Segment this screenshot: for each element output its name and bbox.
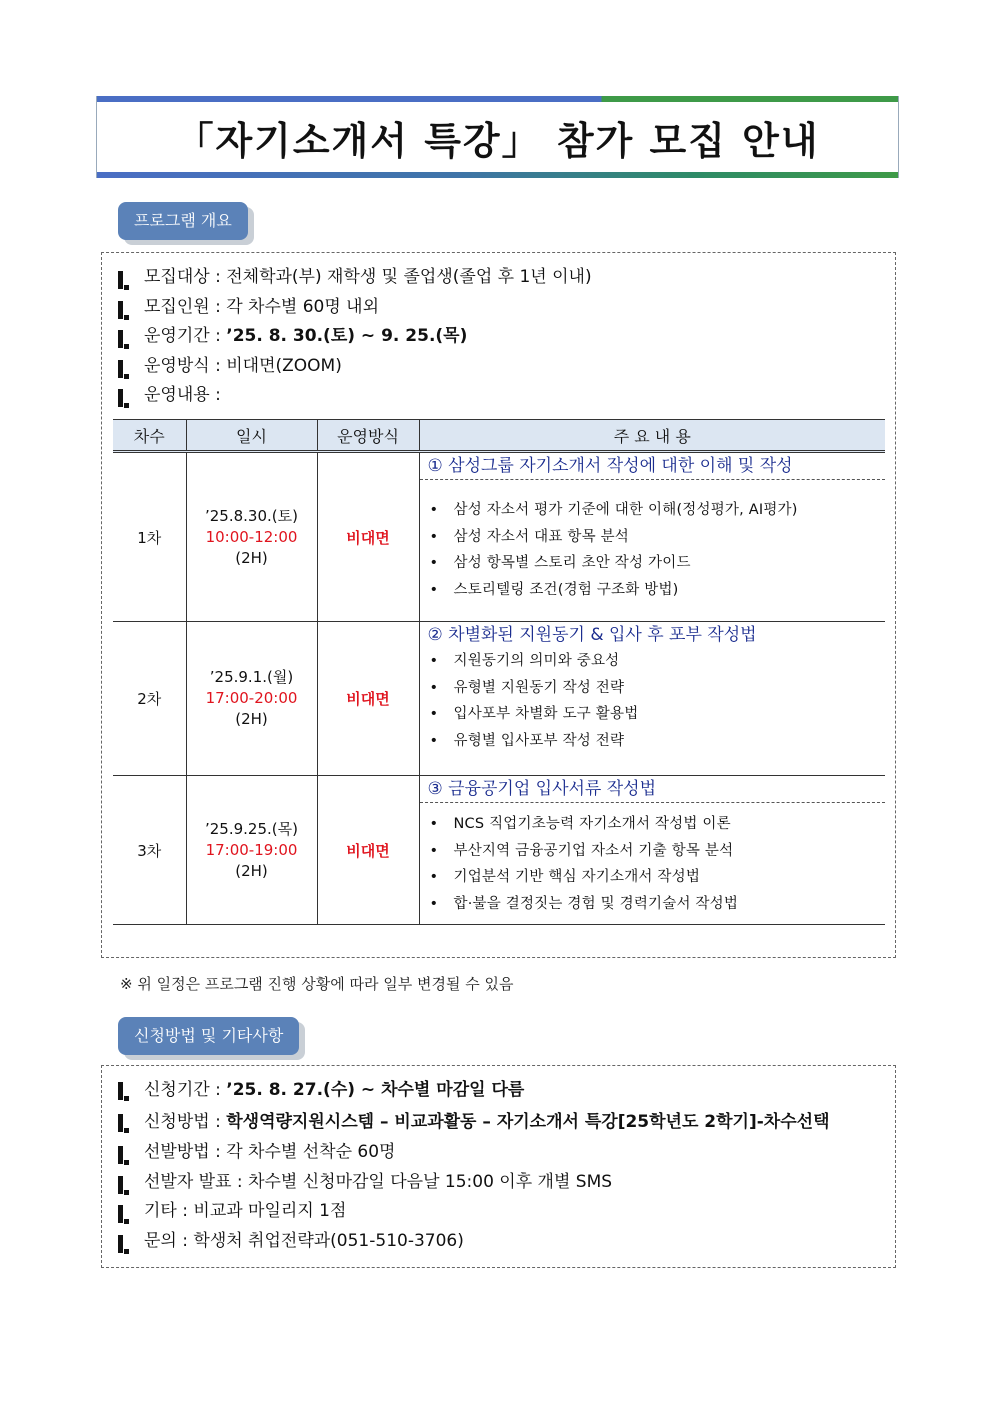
schedule-table [113, 419, 885, 925]
duration-text: (2H) [235, 861, 268, 880]
table-row [113, 452, 885, 622]
page-title: 「자기소개서 특강」 참가 모집 안내 [175, 119, 820, 163]
duration-text: (2H) [235, 548, 268, 567]
time-text: 17:00-20:00 [205, 689, 298, 707]
topic-points [420, 803, 886, 917]
list-item: • 합·불을 결정짓는 경험 및 경력기술서 작성법 [428, 891, 886, 918]
overview-item: 운영내용 : [112, 381, 592, 411]
list-item: • 유형별 입사포부 작성 전략 [428, 728, 886, 755]
overview-item: 모집인원 : 각 차수별 60명 내외 [112, 293, 592, 323]
section-application-label: 신청방법 및 기타사항 [118, 1017, 299, 1055]
mode-cell: 비대면 [317, 776, 419, 925]
topic-title: ① 삼성그룹 자기소개서 작성에 대한 이해 및 작성 [420, 453, 886, 480]
overview-item: 운영방식 : 비대면(ZOOM) [112, 352, 592, 382]
time-text: 10:00-12:00 [205, 527, 298, 546]
overview-item: 모집대상 : 전체학과(부) 재학생 및 졸업생(졸업 후 1년 이내) [112, 263, 592, 293]
mode-cell: 비대면 [317, 622, 419, 776]
list-item: • NCS 직업기초능력 자기소개서 작성법 이론 [428, 811, 886, 838]
schedule-note: ※ 위 일정은 프로그램 진행 상황에 따라 일부 변경될 수 있음 [120, 975, 514, 993]
application-item: 선발자 발표 : 차수별 신청마감일 다음날 15:00 이후 개별 SMS [112, 1168, 830, 1198]
table-row [113, 622, 885, 776]
list-item: • 삼성 자소서 대표 항목 분석 [428, 524, 886, 551]
header-date: 일시 [186, 420, 317, 452]
list-item: • 삼성 자소서 평가 기준에 대한 이해(정성평가, AI평가) [428, 497, 886, 524]
date-text: ’25.8.30.(토) [205, 506, 298, 525]
content-cell [419, 776, 885, 925]
application-list [112, 1074, 830, 1256]
list-item: • 삼성 항목별 스토리 초안 작성 가이드 [428, 550, 886, 577]
list-item: • 유형별 지원동기 작성 전략 [428, 675, 886, 702]
list-item: • 기업분석 기반 핵심 자기소개서 작성법 [428, 864, 886, 891]
duration-text: (2H) [235, 710, 268, 728]
round-cell: 2차 [113, 622, 186, 776]
title-bar-bottom [97, 172, 898, 178]
title-box [96, 96, 899, 178]
program-overview-box [101, 252, 896, 958]
header-round: 차수 [113, 420, 186, 452]
date-cell [186, 622, 317, 776]
application-item: 신청기간 : ’25. 8. 27.(수) ~ 차수별 마감일 다름 [112, 1074, 830, 1106]
list-item: • 부산지역 금융공기업 자소서 기출 항목 분석 [428, 838, 886, 865]
content-cell [419, 622, 885, 776]
time-text: 17:00-19:00 [205, 840, 298, 859]
overview-item: 운영기간 : ’25. 8. 30.(토) ~ 9. 25.(목) [112, 322, 592, 352]
topic-points [420, 480, 886, 603]
header-mode: 운영방식 [317, 420, 419, 452]
date-text: ’25.9.1.(월) [209, 668, 294, 686]
table-row [113, 776, 885, 925]
mode-cell: 비대면 [317, 452, 419, 622]
application-info-box [101, 1065, 896, 1268]
topic-points [420, 648, 886, 754]
date-cell [186, 452, 317, 622]
list-item: • 입사포부 차별화 도구 활용법 [428, 701, 886, 728]
table-header-row [113, 420, 885, 452]
section-program-overview-label: 프로그램 개요 [118, 202, 248, 240]
round-cell: 3차 [113, 776, 186, 925]
content-cell [419, 452, 885, 622]
application-item: 신청방법 : 학생역량지원시스템 – 비교과활동 – 자기소개서 특강[25학년도 2학기]-차수선택 [112, 1106, 830, 1138]
application-item: 문의 : 학생처 취업전략과(051-510-3706) [112, 1227, 830, 1257]
date-cell [186, 776, 317, 925]
header-content: 주 요 내 용 [419, 420, 885, 452]
topic-title: ② 차별화된 지원동기 & 입사 후 포부 작성법 [427, 625, 757, 645]
list-item: • 스토리텔링 조건(경험 구조화 방법) [428, 577, 886, 604]
overview-list [112, 263, 592, 411]
application-item: 선발방법 : 각 차수별 선착순 60명 [112, 1138, 830, 1168]
application-item: 기타 : 비교과 마일리지 1점 [112, 1197, 830, 1227]
round-cell: 1차 [113, 452, 186, 622]
list-item: • 지원동기의 의미와 중요성 [428, 648, 886, 675]
date-text: ’25.9.25.(목) [205, 819, 298, 838]
topic-title: ③ 금융공기업 입사서류 작성법 [420, 776, 886, 803]
title-bar-top [97, 96, 898, 102]
